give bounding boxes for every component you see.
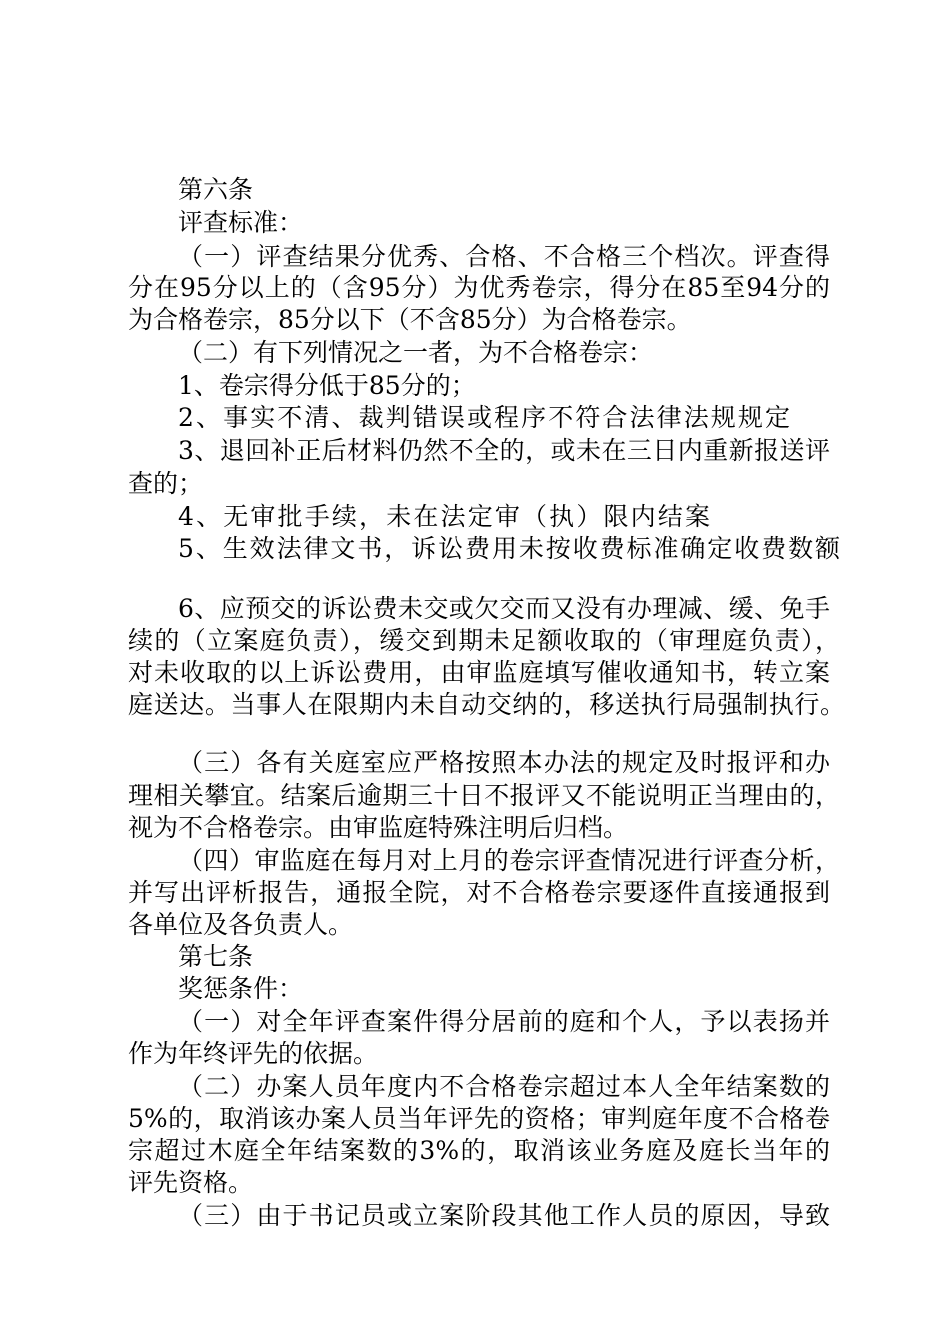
paragraph-line: （四）审监庭在每月对上月的卷宗评查情况进行评查分析，	[178, 846, 840, 875]
list-item: 续的（立案庭负责），缓交到期未足额收取的（审理庭负责），	[128, 626, 840, 655]
list-item: 5、生效法律文书，诉讼费用未按收费标准确定收费数额	[178, 534, 840, 563]
reward-punishment-heading: 奖惩条件：	[178, 974, 304, 1003]
paragraph-line: （一）对全年评查案件得分居前的庭和个人，予以表扬并	[178, 1007, 830, 1036]
list-item: 6、应预交的诉讼费未交或欠交而又没有办理减、缓、免手	[178, 594, 830, 623]
paragraph-line: 评先资格。	[128, 1168, 254, 1197]
article-6-heading: 第六条	[178, 175, 254, 204]
paragraph-line: 各单位及各负责人。	[128, 910, 354, 939]
paragraph-line: 并写出评析报告，通报全院，对不合格卷宗要逐件直接通报到	[128, 878, 830, 907]
paragraph-line: （三）由于书记员或立案阶段其他工作人员的原因，导致	[178, 1201, 830, 1230]
list-item: 对未收取的以上诉讼费用，由审监庭填写催收通知书，转立案	[128, 658, 830, 687]
paragraph-line: 视为不合格卷宗。由审监庭特殊注明后归档。	[128, 813, 629, 842]
paragraph-line: 作为年终评先的依据。	[128, 1039, 379, 1068]
paragraph-line: 宗超过木庭全年结案数的3%的，取消该业务庭及庭长当年的	[128, 1136, 830, 1165]
evaluation-standard-heading: 评查标准：	[178, 208, 304, 237]
paragraph-line: （一）评查结果分优秀、合格、不合格三个档次。评查得	[178, 242, 830, 271]
paragraph-line: 分在95分以上的（含95分）为优秀卷宗，得分在85至94分的	[128, 273, 830, 302]
list-item: 4、无审批手续，未在法定审（执）限内结案	[178, 502, 710, 531]
list-item: 查的；	[128, 469, 204, 498]
paragraph-line: （二）办案人员年度内不合格卷宗超过本人全年结案数的	[178, 1072, 830, 1101]
article-7-heading: 第七条	[178, 942, 254, 971]
list-item: 3、退回补正后材料仍然不全的，或未在三日内重新报送评	[178, 436, 830, 465]
paragraph-line: 5%的，取消该办案人员当年评先的资格；审判庭年度不合格卷	[128, 1104, 830, 1133]
paragraph-line: （三）各有关庭室应严格按照本办法的规定及时报评和办	[178, 748, 830, 777]
list-item: 2、事实不清、裁判错误或程序不符合法律法规规定	[178, 403, 790, 432]
paragraph-line: 为合格卷宗，85分以下（不含85分）为合格卷宗。	[128, 305, 692, 334]
paragraph-line: （二）有下列情况之一者，为不合格卷宗：	[178, 338, 654, 367]
paragraph-line: 理相关攀宜。结案后逾期三十日不报评又不能说明正当理由的，	[128, 781, 840, 810]
list-item: 庭送达。当事人在限期内未自动交纳的，移送执行局强制执行。	[128, 690, 845, 719]
list-item: 1、卷宗得分低于85分的；	[178, 371, 476, 400]
